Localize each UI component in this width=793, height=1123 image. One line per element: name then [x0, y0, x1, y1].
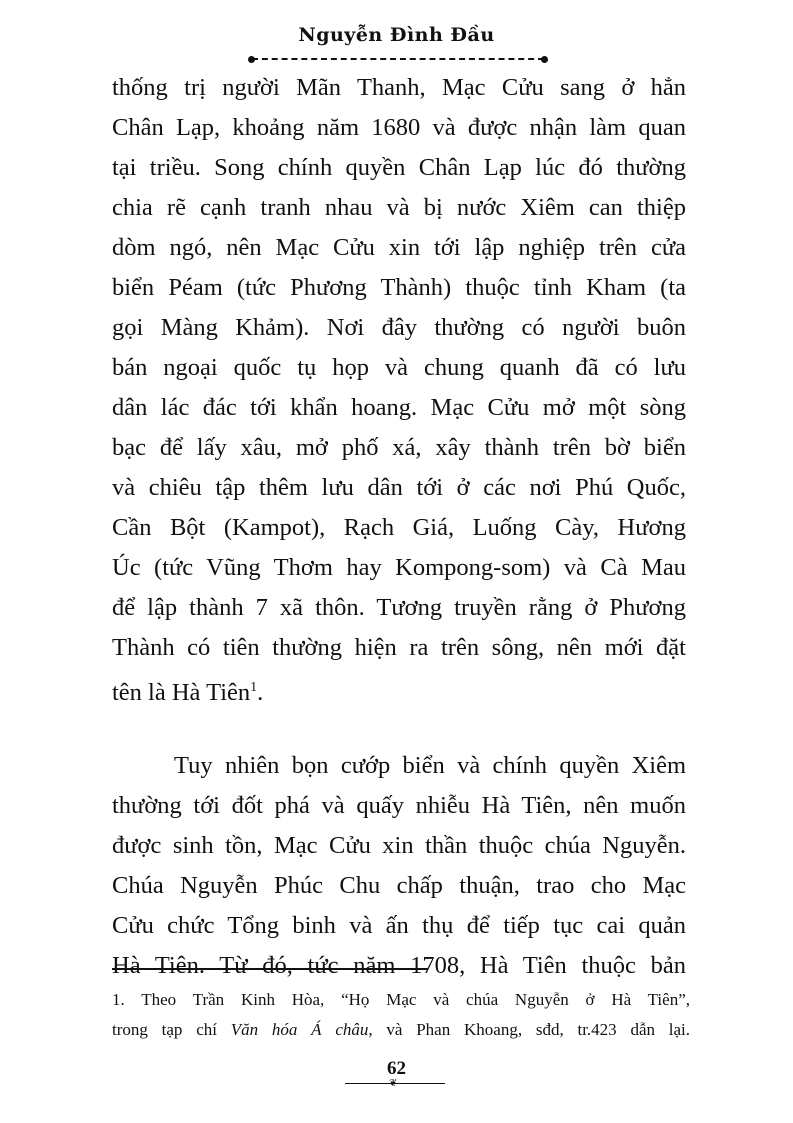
running-header: Nguyễn Đình Đầu [298, 24, 495, 46]
text-line: Cần Bột (Kampot), Rạch Giá, Luống Cày, Hương [112, 514, 686, 541]
page-number: 62 [387, 1058, 406, 1079]
text-line: được sinh tồn, Mạc Cửu xin thần thuộc chúa Nguyễn. [112, 832, 686, 859]
text-line: bạc để lấy xâu, mở phố xá, xây thành trên bờ biển [112, 434, 686, 461]
text-line: Chân Lạp, khoảng năm 1680 và được nhận làm quan [112, 114, 686, 141]
text-line: bán ngoại quốc tụ họp và chung quanh đã có lưu [112, 354, 686, 381]
footnote-divider [112, 968, 428, 970]
footnote-text: , và Phan Khoang, sđd, tr.423 dẫn lại. [368, 1020, 691, 1039]
journal-title: Văn hóa Á châu [230, 1020, 369, 1039]
text-line: Tuy nhiên bọn cướp biển và chính quyền Xiêm [174, 752, 686, 779]
footnote-line: 1. Theo Trần Kinh Hòa, “Họ Mạc và chúa Nguyễn ở Hà Tiên”, [112, 990, 690, 1009]
text-line: Thành có tiên thường hiện ra trên sông, nên mới đặt [112, 634, 686, 661]
text-line: tại triều. Song chính quyền Chân Lạp lúc đó thường [112, 154, 686, 181]
text-line: Chúa Nguyễn Phúc Chu chấp thuận, trao cho Mạc [112, 872, 686, 899]
text-line: dòm ngó, nên Mạc Cửu xin tới lập nghiệp trên cửa [112, 234, 686, 261]
text-line: Cửu chức Tổng binh và ấn thụ để tiếp tục cai quản [112, 912, 686, 939]
text-line: tên là Hà Tiên$^1$. [112, 679, 264, 707]
header-divider [252, 58, 544, 60]
footnote [112, 985, 690, 1045]
text-line: thường tới đốt phá và quấy nhiễu Hà Tiên, nên muốn [112, 792, 686, 819]
text-line: thống trị người Mãn Thanh, Mạc Cửu sang ở hẳn [112, 74, 686, 101]
body-text [112, 68, 686, 986]
text-line: Úc (tức Vũng Thơm hay Kompong-som) và Cà Mau [112, 554, 686, 581]
text-line: dân lác đác tới khẩn hoang. Mạc Cửu mở một sòng [112, 394, 686, 421]
footnote-line [112, 1015, 690, 1045]
text-line: và chiêu tập thêm lưu dân tới ở các nơi Phú Quốc, [112, 474, 686, 501]
footnote-text: trong tạp chí [112, 1020, 231, 1039]
text-line: Hà Tiên. Từ đó, tức năm 1708, Hà Tiên thuộc bản [112, 952, 686, 979]
text-line: gọi Màng Khảm). Nơi đây thường có người buôn [112, 314, 686, 341]
page-ornament: ❦ [345, 1083, 445, 1084]
text-line: chia rẽ cạnh tranh nhau và bị nước Xiêm can thiệp [112, 194, 686, 221]
text-line: để lập thành 7 xã thôn. Tương truyền rằng ở Phương [112, 594, 686, 621]
footnote-ref: 1 [250, 680, 258, 695]
text-line: biển Péam (tức Phương Thành) thuộc tỉnh Kham (ta [112, 274, 686, 301]
